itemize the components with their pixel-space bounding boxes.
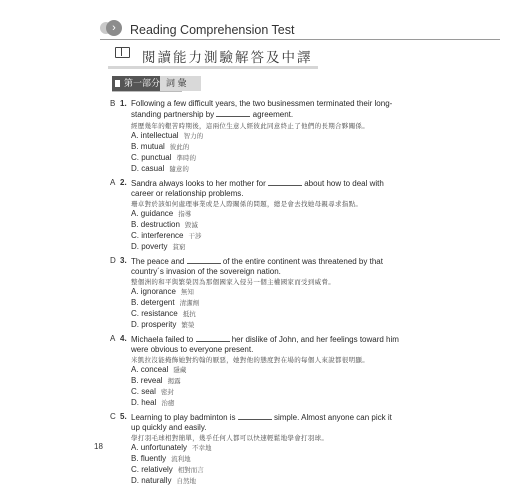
option: C. resistance 抵抗	[131, 309, 196, 318]
question-number: 3.	[120, 256, 127, 265]
question-stem: Sandra always looks to her mother for about how to deal with career or relationship problems.	[131, 179, 384, 198]
option: A. guidance 指導	[131, 209, 192, 218]
question-translation: 整個洲的和平與繁榮因為那個國家入侵另一個主權國家而受到威脅。	[131, 279, 335, 286]
part-tag: 第一部分	[112, 76, 166, 91]
option: C. interference 干涉	[131, 231, 202, 240]
answer-key: A	[110, 178, 116, 187]
answer-key: C	[110, 412, 116, 421]
section-underline	[108, 66, 318, 69]
answer-key: D	[110, 256, 116, 265]
question-number: 4.	[120, 334, 127, 343]
header-title: Reading Comprehension Test	[130, 23, 295, 37]
option: B. destruction 毀滅	[131, 220, 198, 229]
question-number: 1.	[120, 99, 127, 108]
option: D. naturally 自然地	[131, 476, 196, 485]
option: B. reveal 揭露	[131, 376, 181, 385]
answer-blank	[268, 178, 302, 186]
question-translation: 學打羽毛球相對簡單，幾乎任何人都可以快速輕鬆地學會打羽球。	[131, 435, 329, 442]
question-stem: The peace and of the entire continent was threatened by that country´s invasion of the sovereign nation.	[131, 257, 383, 276]
option: B. mutual 彼此的	[131, 142, 190, 151]
answer-blank	[238, 412, 272, 420]
answer-key: B	[110, 99, 116, 108]
section-title: 閱讀能力測驗解答及中譯	[142, 50, 313, 65]
option: D. heal 治癒	[131, 398, 175, 407]
answer-blank	[196, 334, 230, 342]
option: C. seal 密封	[131, 387, 174, 396]
option: C. punctual 準時的	[131, 153, 196, 162]
option: B. detergent 清潔劑	[131, 298, 200, 307]
question-stem: Learning to play badminton is simple. Almost anyone can pick it up quickly and easily.	[131, 413, 392, 432]
answer-key: A	[110, 334, 116, 343]
book-icon	[113, 44, 133, 62]
page-number: 18	[94, 442, 103, 451]
option: D. prosperity 繁榮	[131, 320, 195, 329]
part-name: 詞 彙	[160, 76, 201, 91]
question-stem: Following a few difficult years, the two businessmen terminated their long-standing partnership by agreement.	[131, 99, 393, 119]
option: C. relatively 相對而言	[131, 465, 204, 474]
answer-blank	[187, 256, 221, 264]
option: A. unfortunately 不幸地	[131, 443, 212, 452]
question-number: 5.	[120, 412, 127, 421]
option: B. fluently 流利地	[131, 454, 191, 463]
question-stem: Michaela failed to her dislike of John, and her feelings toward him were obvious to everyone present.	[131, 335, 399, 354]
question-translation: 珊卓對於該如何處理事業或是人際關係的問題，總是會去找她母親尋求指點。	[131, 201, 363, 208]
option: D. casual 隨意的	[131, 164, 189, 173]
question-translation: 經歷幾年的艱苦時期後，這兩位生意人經彼此同意終止了他們的長期合夥關係。	[131, 123, 369, 130]
option: A. ignorance 無知	[131, 287, 194, 296]
answer-blank	[216, 109, 250, 117]
part-divider	[112, 91, 182, 92]
option: A. conceal 隱藏	[131, 365, 187, 374]
option: D. poverty 貧窮	[131, 242, 186, 251]
chevron-right-icon: ›	[106, 20, 122, 36]
option: A. intellectual 智力的	[131, 131, 204, 140]
question-number: 2.	[120, 178, 127, 187]
question-translation: 米凱拉沒能掩飾她對約翰的厭惡，她對他的態度對在場的每個人來說都很明顯。	[131, 357, 369, 364]
